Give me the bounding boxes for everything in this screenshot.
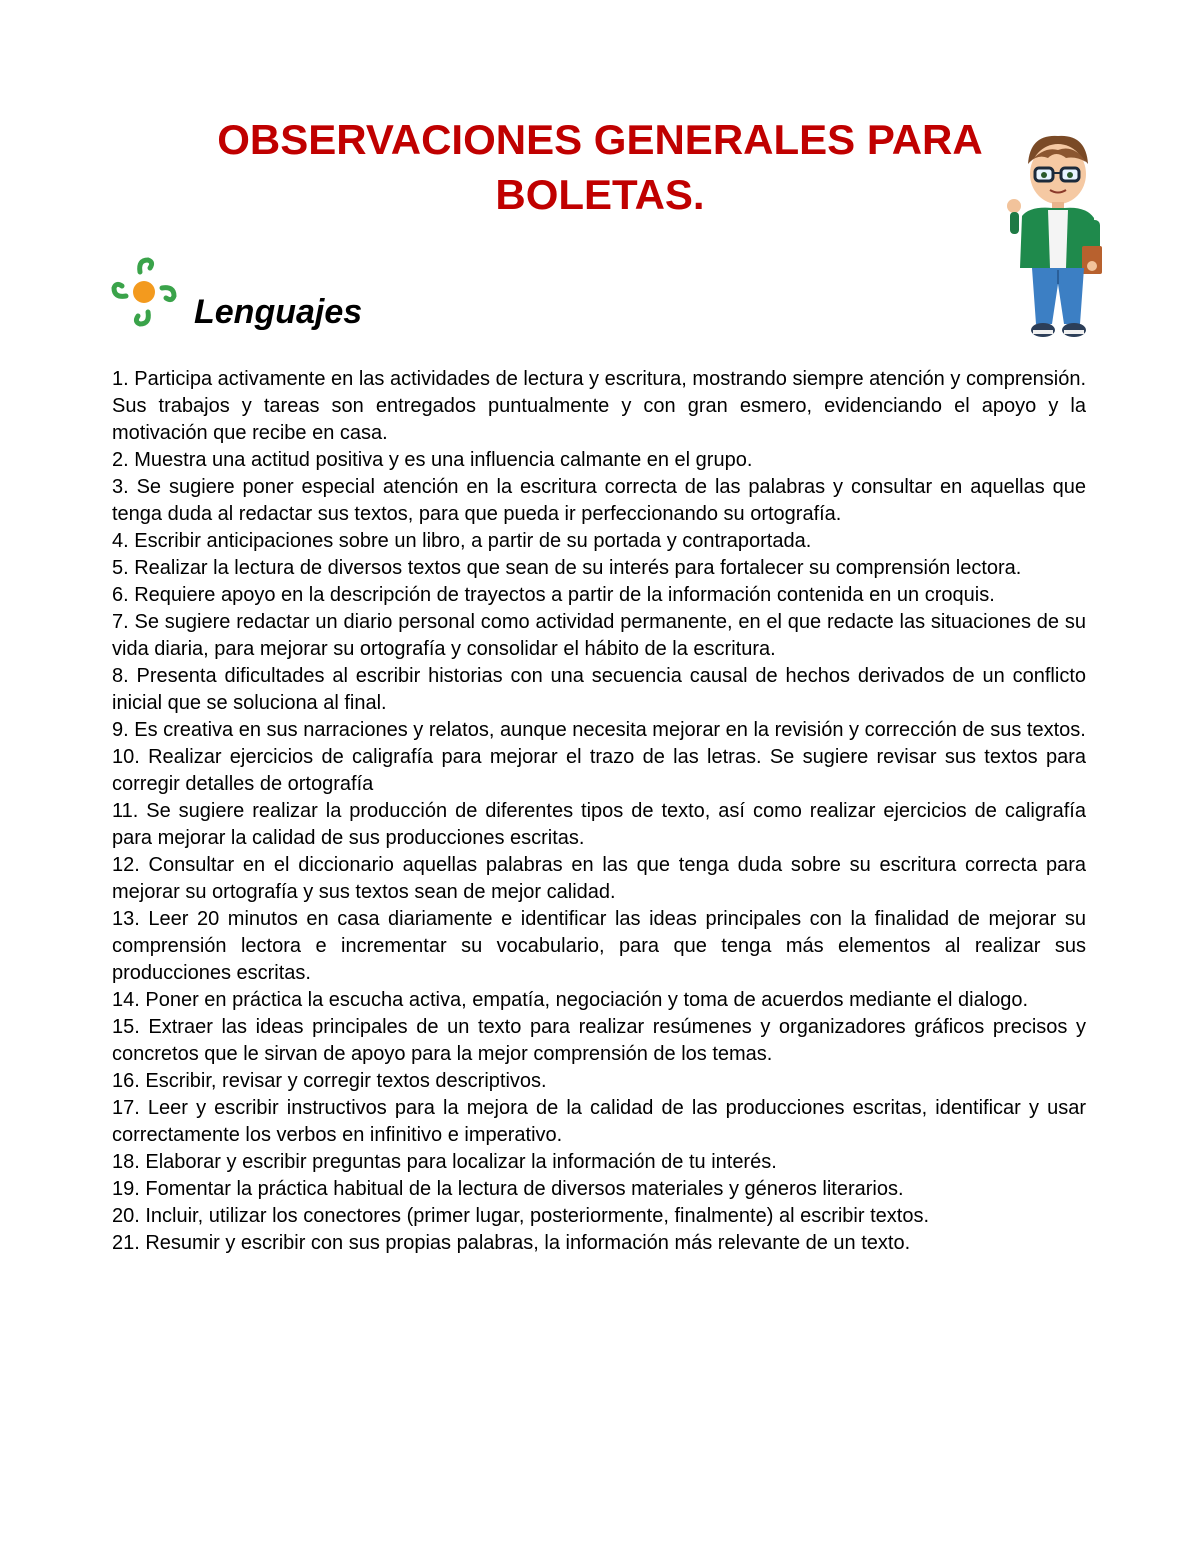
list-item: 6. Requiere apoyo en la descripción de trayectos a partir de la información contenida en un croquis. — [112, 584, 995, 606]
list-item: 20. Incluir, utilizar los conectores (primer lugar, posteriormente, finalmente) al escribir textos. — [112, 1205, 930, 1227]
list-item: 8. Presenta dificultades al escribir historias con una secuencia causal de hechos derivados de un conflicto inicial que se soluciona al final. — [112, 665, 1086, 714]
list-item: 13. Leer 20 minutos en casa diariamente e identificar las ideas principales con la finalidad de mejorar su comprensión lectora e incrementar su vocabulario, para que tenga más elementos al realizar sus producciones escritas. — [112, 908, 1086, 984]
list-item: 17. Leer y escribir instructivos para la mejora de la calidad de las producciones escritas, identificar y usar correctamente los verbos en infinitivo e imperativo. — [112, 1097, 1086, 1146]
page-title: OBSERVACIONES GENERALES PARA BOLETAS. — [217, 116, 983, 218]
list-item: 19. Fomentar la práctica habitual de la lectura de diversos materiales y géneros literarios. — [112, 1178, 904, 1200]
list-item: 3. Se sugiere poner especial atención en la escritura correcta de las palabras y consultar en aquellas que tenga duda al redactar sus textos, para que pueda ir perfeccionando su ortografía. — [112, 476, 1086, 525]
list-item: 18. Elaborar y escribir preguntas para localizar la información de tu interés. — [112, 1151, 777, 1173]
student-mascot-illustration — [1000, 128, 1110, 343]
list-item: 5. Realizar la lectura de diversos textos que sean de su interés para fortalecer su comprensión lectora. — [112, 557, 1022, 579]
list-item: 7. Se sugiere redactar un diario personal como actividad permanente, en el que redacte las situaciones de su vida diaria, para mejorar su ortografía y consolidar el hábito de la escritura. — [112, 611, 1086, 660]
list-item: 2. Muestra una actitud positiva y es una influencia calmante en el grupo. — [112, 449, 753, 471]
list-item: 10. Realizar ejercicios de caligrafía para mejorar el trazo de las letras. Se sugiere revisar sus textos para corregir detalles de ortografía — [112, 746, 1086, 795]
list-item: 9. Es creativa en sus narraciones y relatos, aunque necesita mejorar en la revisión y corrección de sus textos. — [112, 719, 1086, 741]
list-item: 14. Poner en práctica la escucha activa, empatía, negociación y toma de acuerdos mediante el dialogo. — [112, 989, 1029, 1011]
observations-list — [112, 366, 1086, 1257]
list-item: 1. Participa activamente en las actividades de lectura y escritura, mostrando siempre atención y comprensión. Sus trabajos y tareas son entregados puntualmente y con gran esmero, evidenciando el apoyo y la motivación que recibe en casa. — [112, 368, 1086, 444]
list-item: 4. Escribir anticipaciones sobre un libro, a partir de su portada y contraportada. — [112, 530, 812, 552]
list-item: 15. Extraer las ideas principales de un texto para realizar resúmenes y organizadores gráficos precisos y concretos que le sirvan de apoyo para la mejor comprensión de los temas. — [112, 1016, 1086, 1065]
list-item: 21. Resumir y escribir con sus propias palabras, la información más relevante de un texto. — [112, 1232, 911, 1254]
list-item: 16. Escribir, revisar y corregir textos descriptivos. — [112, 1070, 547, 1092]
list-item: 12. Consultar en el diccionario aquellas palabras en las que tenga duda sobre su escritura correcta para mejorar su ortografía y sus textos sean de mejor calidad. — [112, 854, 1086, 903]
languages-swirl-icon — [104, 252, 184, 332]
section-heading: Lenguajes — [194, 293, 363, 331]
list-item: 11. Se sugiere realizar la producción de diferentes tipos de texto, así como realizar ejercicios de caligrafía para mejorar la calidad de sus producciones escritas. — [112, 800, 1086, 849]
